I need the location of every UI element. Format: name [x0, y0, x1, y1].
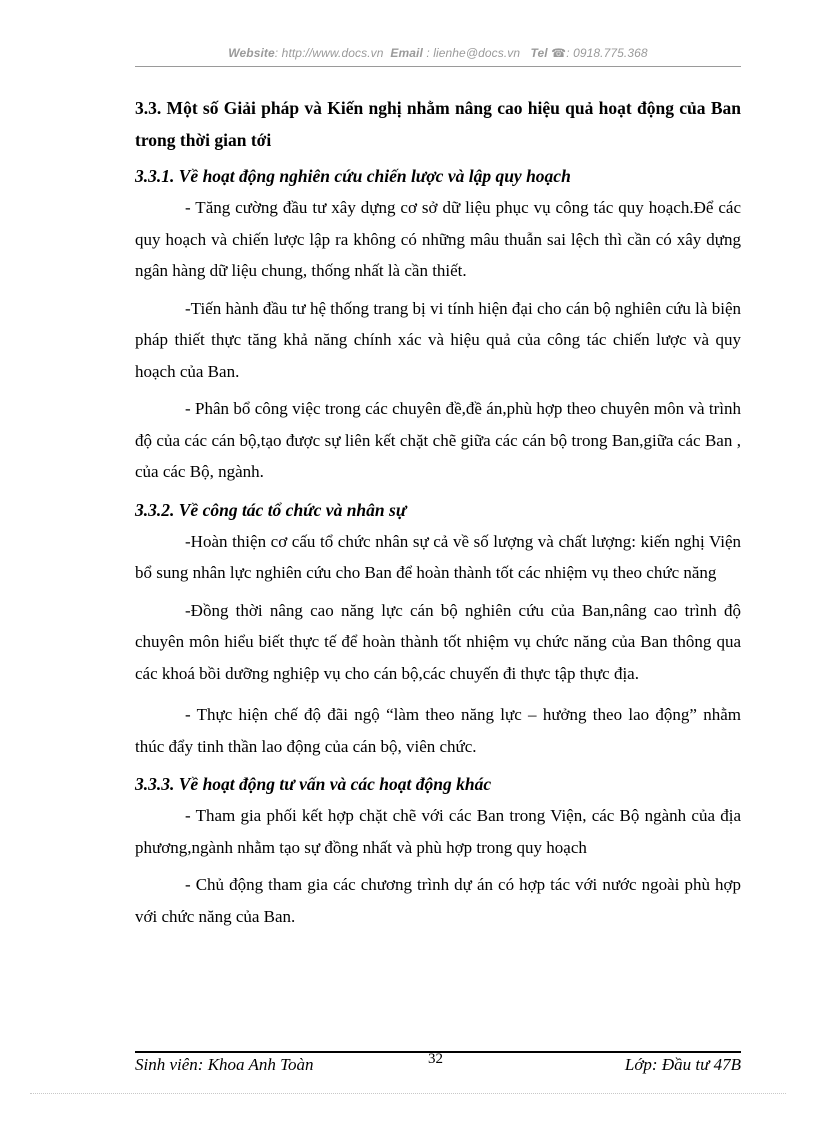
tel-label: Tel — [530, 46, 548, 60]
paragraph: - Tham gia phối kết hợp chặt chẽ với các Ban trong Viện, các Bộ ngành của địa phương,ngành nhằm tạo sự đồng nhất và phù hợp trong quy hoạch — [135, 806, 741, 857]
tel-value: : 0918.775.368 — [566, 46, 648, 60]
email-label: Email — [390, 46, 423, 60]
website-value: : http://www.docs.vn — [274, 46, 384, 60]
section-heading: 3.3. Một số Giải pháp và Kiến nghị nhằm nâng cao hiệu quả hoạt động của Ban trong thời gian tới — [135, 98, 741, 150]
paragraph: - Thực hiện chế độ đãi ngộ “làm theo năng lực – hưởng theo lao động” nhằm thúc đẩy tinh thần lao động của cán bộ, viên chức. — [135, 705, 741, 756]
subsection-title: 3.3.3. Về hoạt động tư vấn và các hoạt động khác — [135, 774, 492, 794]
page-header — [135, 46, 741, 60]
paragraph: -Đồng thời nâng cao năng lực cán bộ nghiên cứu của Ban,nâng cao trình độ chuyên môn hiểu biết thực tế để hoàn thành tốt nhiệm vụ chức năng của Ban thông qua các khoá bồi dưỡng nghiệp vụ cho cán bộ,các chuyến đi thực tập thực địa. — [135, 600, 741, 683]
paragraph: - Tăng cường đầu tư xây dựng cơ sở dữ liệu phục vụ công tác quy hoạch.Để các quy hoạch và chiến lược lập ra không có những mâu thuẫn sai lệch thì cần có xây dựng ngân hàng dữ liệu chung, thống nhất là cần thiết. — [135, 198, 741, 280]
paragraph: - Phân bổ công việc trong các chuyên đề,đề án,phù hợp theo chuyên môn và trình độ của các cán bộ,tạo được sự liên kết chặt chẽ giữa các cán bộ trong Ban,giữa các Ban , của các Bộ, ngành. — [135, 399, 741, 481]
page-bottom-border — [30, 1093, 786, 1094]
phone-icon: ☎ — [551, 46, 567, 60]
section-3-3-3 — [135, 772, 741, 932]
subsection-title: 3.3.2. Về công tác tổ chức và nhân sự — [135, 499, 407, 520]
subsection-title: 3.3.1. Về hoạt động nghiên cứu chiến lược và lập quy hoạch — [135, 166, 571, 186]
section-3-3-2 — [135, 498, 741, 763]
footer-student: Sinh viên: Khoa Anh Toàn — [135, 1055, 314, 1074]
page-footer — [135, 1051, 741, 1079]
email-value: : lienhe@docs.vn — [422, 46, 521, 60]
document-body — [135, 92, 741, 938]
section-3-3-1 — [135, 164, 741, 488]
paragraph: - Chủ động tham gia các chương trình dự án có hợp tác với nước ngoài phù hợp với chức năng của Ban. — [135, 875, 741, 926]
paragraph: -Tiến hành đầu tư hệ thống trang bị vi tính hiện đại cho cán bộ nghiên cứu là biện pháp thiết thực tăng khả năng chính xác và hiệu quả của công tác chiến lược và quy hoạch của Ban. — [135, 298, 741, 381]
footer-class: Lớp: Đầu tư 47B — [624, 1055, 741, 1074]
page-number: 32 — [428, 1051, 443, 1067]
paragraph: -Hoàn thiện cơ cấu tổ chức nhân sự cả về số lượng và chất lượng: kiến nghị Viện bổ sung nhân lực nghiên cứu cho Ban để hoàn thành tốt các nhiệm vụ theo chức năng — [135, 531, 741, 582]
header-divider — [135, 66, 741, 67]
website-label: Website — [228, 46, 275, 60]
